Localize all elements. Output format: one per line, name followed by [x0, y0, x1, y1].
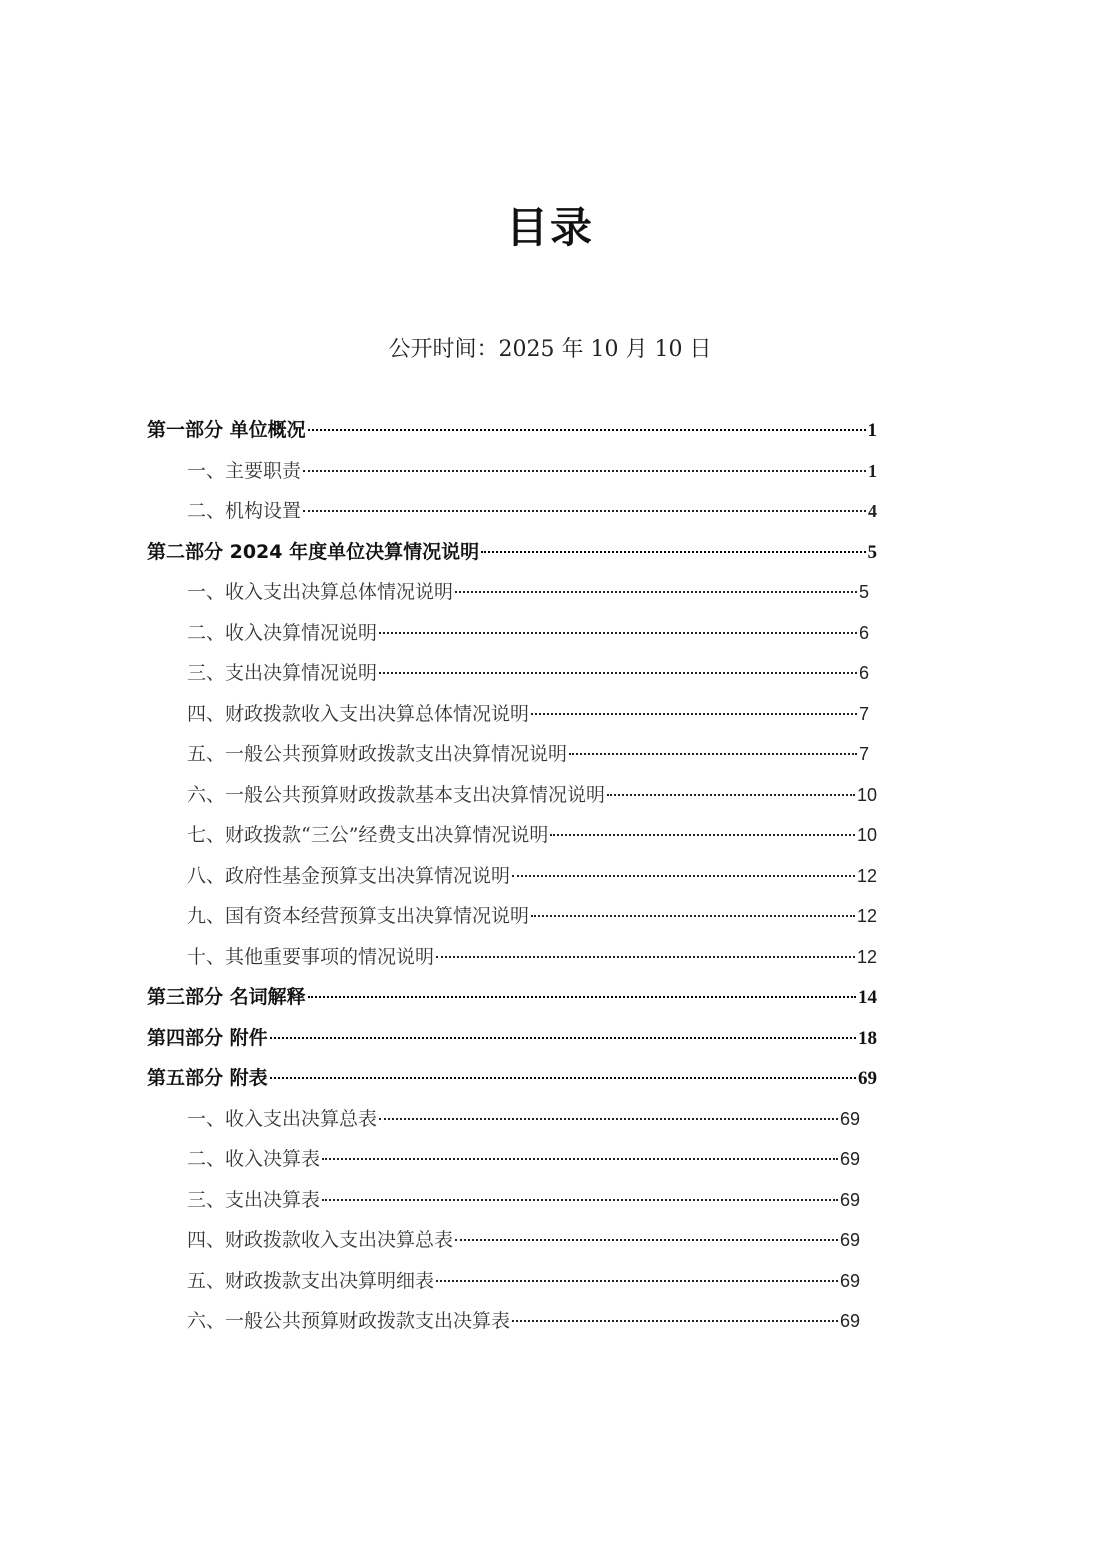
dot-leader: [303, 470, 866, 472]
toc-subsection-entry[interactable]: [147, 779, 877, 820]
dot-leader: [379, 1118, 838, 1120]
toc-subsection-entry[interactable]: [147, 495, 877, 536]
toc-entry-page-number: 69: [839, 1108, 860, 1129]
toc-entry-label: 六、一般公共预算财政拨款支出决算表: [187, 1310, 511, 1332]
toc-entry-label: 六、一般公共预算财政拨款基本支出决算情况说明: [187, 783, 606, 806]
toc-entry-label: 第一部分 单位概况: [147, 419, 306, 441]
toc-entry-label: 三、支出决算表: [187, 1188, 321, 1211]
toc-entry-page-number: 69: [839, 1270, 860, 1291]
dot-leader: [379, 632, 857, 634]
dot-leader: [512, 875, 855, 877]
toc-entry-label: 四、财政拨款收入支出决算总体情况说明: [187, 702, 530, 725]
toc-entry-page-number: 10: [856, 825, 877, 845]
toc-entry-label: 第三部分 名词解释: [147, 986, 306, 1008]
toc-subsection-entry[interactable]: [147, 455, 877, 496]
dot-leader: [531, 713, 857, 715]
toc-section-entry[interactable]: [147, 1022, 877, 1063]
toc-subsection-entry[interactable]: [147, 738, 869, 779]
toc-subsection-entry[interactable]: [147, 1305, 860, 1346]
toc-subsection-entry[interactable]: [147, 941, 877, 982]
dot-leader: [308, 996, 856, 998]
toc-entry-label: 五、一般公共预算财政拨款支出决算情况说明: [187, 743, 568, 765]
toc-section-entry[interactable]: [147, 536, 877, 577]
toc-entry-page-number: 69: [839, 1311, 860, 1331]
toc-entry-label: 二、机构设置: [187, 500, 302, 522]
toc-section-entry[interactable]: [147, 414, 877, 455]
toc-entry-page-number: 12: [856, 946, 877, 967]
toc-entry-label: 九、国有资本经营预算支出决算情况说明: [187, 905, 530, 927]
dot-leader: [569, 753, 857, 755]
toc-entry-label: 一、收入支出决算总体情况说明: [187, 581, 454, 603]
toc-entry-label: 三、支出决算情况说明: [187, 662, 378, 684]
dot-leader: [550, 834, 855, 836]
toc-entry-label: 二、收入决算表: [187, 1148, 321, 1170]
toc-entry-label: 第四部分 附件: [147, 1026, 268, 1049]
toc-subsection-entry[interactable]: [147, 698, 869, 739]
toc-entry-page-number: 6: [858, 663, 869, 683]
toc-entry-page-number: 7: [858, 703, 869, 724]
dot-leader: [322, 1158, 838, 1160]
dot-leader: [322, 1199, 838, 1201]
toc-entry-label: 五、财政拨款支出决算明细表: [187, 1269, 435, 1292]
toc-entry-label: 第二部分 2024 年度单位决算情况说明: [147, 540, 480, 563]
toc-subsection-entry[interactable]: [147, 1103, 860, 1144]
toc-entry-page-number: 69: [839, 1189, 860, 1210]
toc-subsection-entry[interactable]: [147, 900, 877, 941]
dot-leader: [436, 1280, 838, 1282]
toc-subsection-entry[interactable]: [147, 576, 869, 617]
dot-leader: [303, 510, 866, 512]
toc-entry-page-number: 1: [867, 420, 877, 441]
toc-subsection-entry[interactable]: [147, 617, 869, 658]
dot-leader: [455, 591, 857, 593]
toc-entry-label: 七、财政拨款“三公”经费支出决算情况说明: [187, 824, 549, 846]
toc-entry-label: 二、收入决算情况说明: [187, 621, 378, 644]
toc-entry-label: 十、其他重要事项的情况说明: [187, 945, 435, 968]
toc-subsection-entry[interactable]: [147, 1143, 860, 1184]
dot-leader: [270, 1037, 856, 1039]
dot-leader: [270, 1077, 856, 1079]
toc-subsection-entry[interactable]: [147, 1184, 860, 1225]
toc-entry-page-number: 6: [858, 622, 869, 643]
toc-entry-page-number: 10: [856, 784, 877, 805]
toc-entry-page-number: 12: [856, 865, 877, 886]
toc-subsection-entry[interactable]: [147, 819, 877, 860]
toc-entry-label: 八、政府性基金预算支出决算情况说明: [187, 864, 511, 887]
dot-leader: [481, 551, 865, 553]
toc-entry-page-number: 18: [858, 1027, 877, 1049]
toc-section-entry[interactable]: [147, 981, 877, 1022]
page-title: 目录: [505, 203, 594, 252]
dot-leader: [512, 1320, 838, 1322]
toc-subsection-entry[interactable]: [147, 860, 877, 901]
table-of-contents: [147, 414, 877, 1346]
toc-entry-page-number: 14: [858, 987, 877, 1008]
toc-subsection-entry[interactable]: [147, 1265, 860, 1306]
toc-entry-page-number: 4: [868, 501, 877, 521]
toc-entry-label: 四、财政拨款收入支出决算总表: [187, 1229, 454, 1251]
dot-leader: [308, 429, 866, 431]
dot-leader: [379, 672, 857, 674]
toc-entry-page-number: 5: [867, 541, 877, 563]
dot-leader: [436, 956, 855, 958]
toc-entry-label: 一、收入支出决算总表: [187, 1107, 378, 1130]
toc-entry-page-number: 7: [858, 744, 869, 764]
dot-leader: [455, 1239, 838, 1241]
toc-entry-label: 第五部分 附表: [147, 1067, 268, 1089]
toc-entry-page-number: 5: [858, 582, 869, 602]
dot-leader: [607, 794, 855, 796]
toc-subsection-entry[interactable]: [147, 1224, 860, 1265]
publish-date: 公开时间：2025 年 10 月 10 日: [388, 337, 712, 362]
dot-leader: [531, 915, 855, 917]
toc-section-entry[interactable]: [147, 1062, 877, 1103]
toc-entry-label: 一、主要职责: [187, 459, 302, 482]
toc-entry-page-number: 12: [856, 906, 877, 926]
toc-entry-page-number: 69: [858, 1068, 877, 1089]
toc-entry-page-number: 1: [868, 460, 877, 481]
toc-subsection-entry[interactable]: [147, 657, 869, 698]
toc-entry-page-number: 69: [839, 1149, 860, 1169]
toc-entry-page-number: 69: [839, 1230, 860, 1250]
